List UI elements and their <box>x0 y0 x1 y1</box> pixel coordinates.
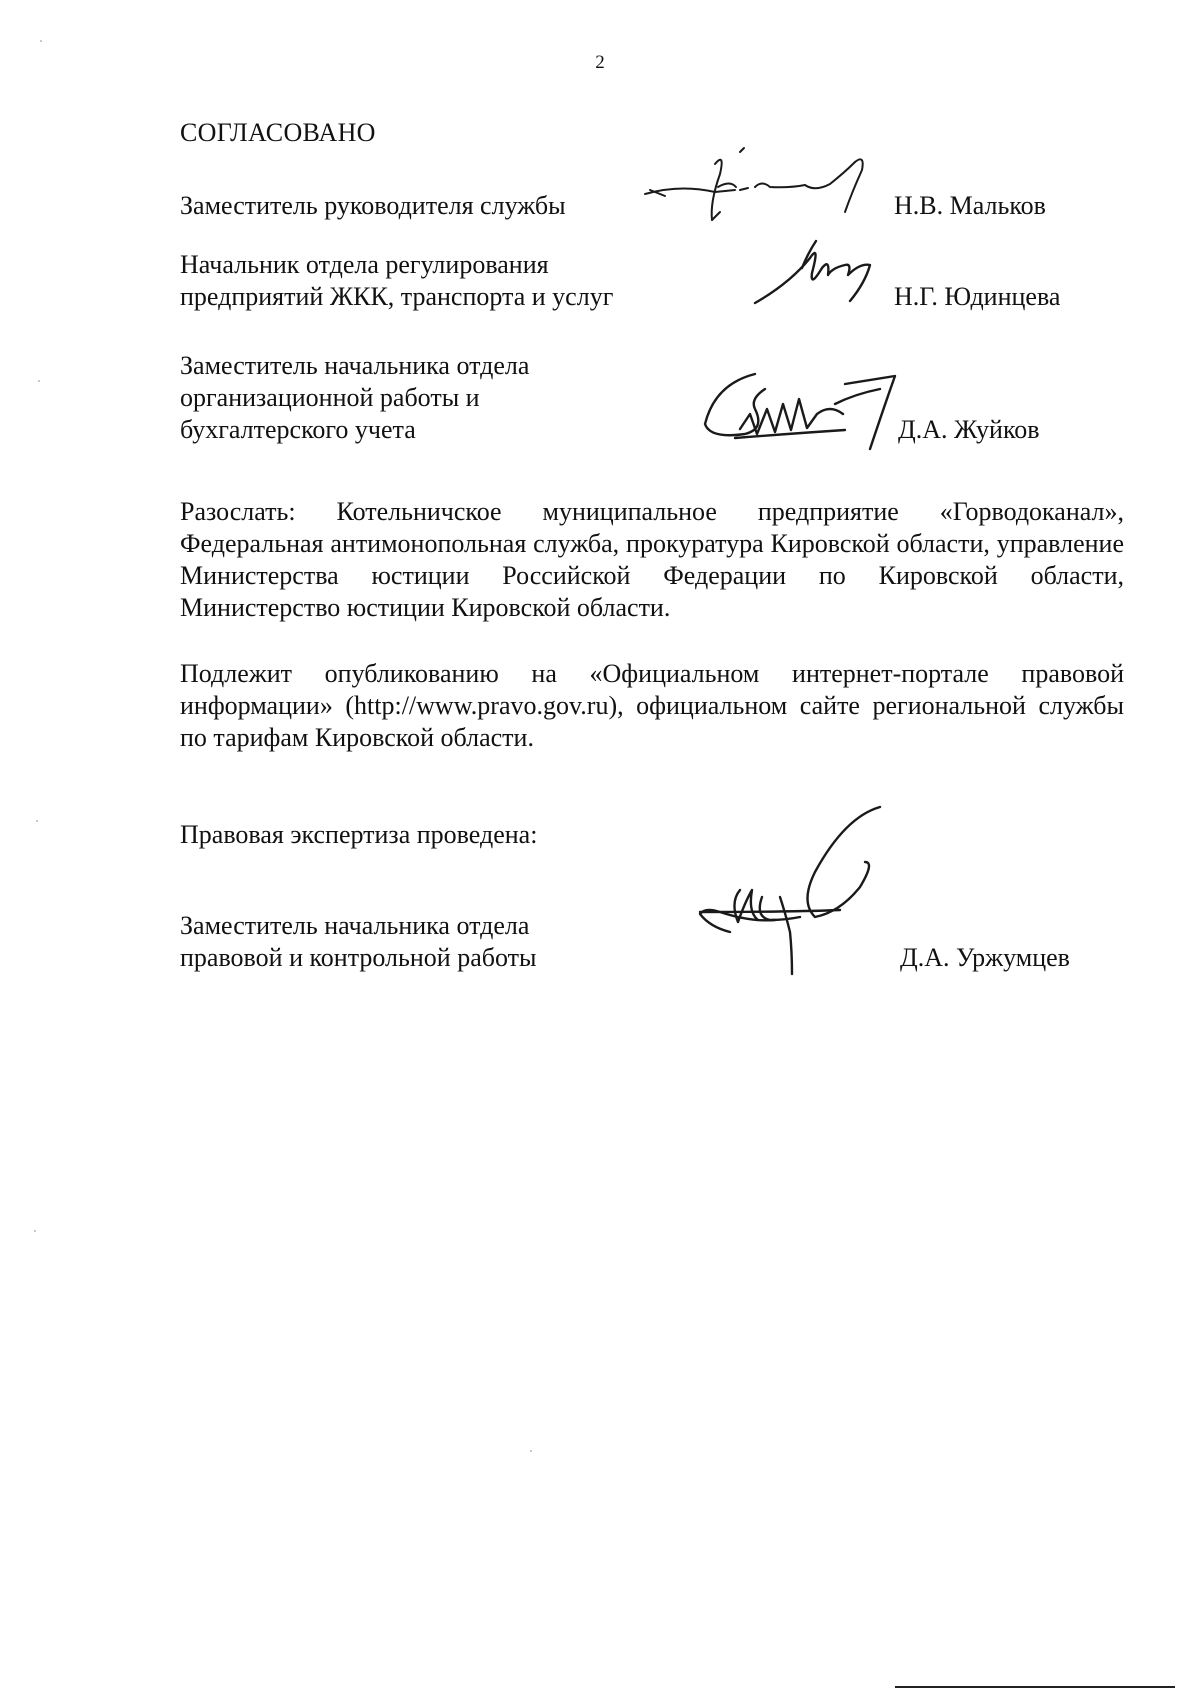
scan-speck <box>34 1230 36 1232</box>
signature-image <box>640 802 900 982</box>
approval-row-2 <box>180 203 1120 313</box>
signature-image <box>695 354 905 454</box>
signature-image <box>750 213 900 313</box>
scan-speck <box>36 820 38 822</box>
publication-notice: Подлежит опубликованию на «Официальном интернет-портале правовой информации» (http://www.pravo.gov.ru), официальном сайте региональной службы по тарифам Кировской области. <box>180 659 1124 752</box>
approver-name: Н.Г. Юдинцева <box>894 282 1061 311</box>
scan-speck <box>38 380 40 382</box>
approver-title: Заместитель руководителя службы <box>180 191 566 220</box>
scan-speck <box>40 40 42 42</box>
approval-heading: СОГЛАСОВАНО <box>180 118 376 147</box>
approver-title: Начальник отдела регулирования предприятий ЖКК, транспорта и услуг <box>180 250 614 311</box>
legal-review-row <box>180 862 1120 974</box>
legal-review-label: Правовая экспертиза проведена: <box>180 820 538 849</box>
approver-name: Д.А. Жуйков <box>898 415 1040 444</box>
distribution-list: Разослать: Котельничское муниципальное предприятие «Горводоканал», Федеральная антимонопольная служба, прокуратура Кировской области, управление Министерства юстиции Российской Федерации по Кировской области, Министерство юстиции Кировской области. <box>180 497 1124 622</box>
scan-speck <box>530 1450 532 1452</box>
approval-row-3 <box>180 334 1120 446</box>
footer-rule <box>895 1686 1175 1688</box>
reviewer-name: Д.А. Уржумцев <box>900 943 1070 972</box>
page-number: 2 <box>595 52 605 73</box>
approver-name: Н.В. Мальков <box>894 191 1046 220</box>
approver-title: Заместитель начальника отдела организационной работы и бухгалтерского учета <box>180 351 530 444</box>
reviewer-title: Заместитель начальника отдела правовой и контрольной работы <box>180 911 537 972</box>
